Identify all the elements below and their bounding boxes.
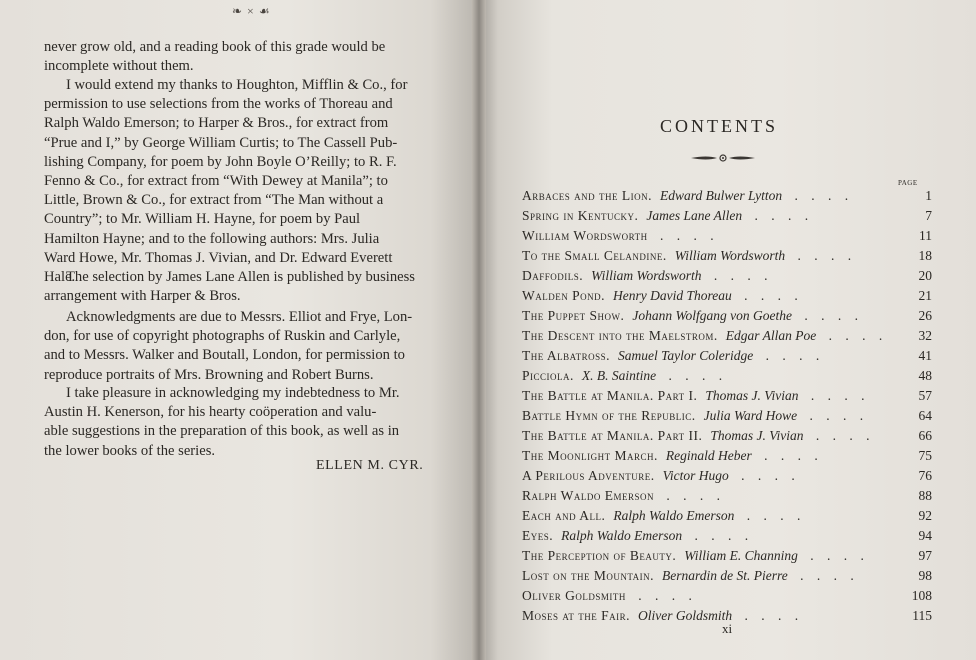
text-line: Acknowledgments are due to Messrs. Elliot and Frye, Lon-	[66, 309, 413, 325]
text-line: arrangement with Harper & Bros.	[44, 288, 241, 305]
toc-entry	[522, 466, 932, 486]
toc-entry-title: The Puppet Show.	[522, 308, 625, 323]
toc-entry-title: A Perilous Adventure.	[522, 468, 655, 483]
toc-entry-author: X. B. Saintine	[581, 368, 657, 383]
folio-number: xi	[722, 621, 733, 636]
dot-leader: . . . .	[746, 208, 814, 223]
dot-leader: . . . .	[686, 528, 754, 543]
toc-entry-title: William Wordsworth	[522, 228, 648, 243]
toc-entry-title: Arbaces and the Lion.	[522, 188, 652, 203]
toc-entry-author: Thomas J. Vivian	[705, 388, 799, 403]
dot-leader: . . . .	[796, 308, 863, 323]
toc-entry-author: James Lane Allen	[646, 208, 743, 223]
toc-entry-author: William E. Channing	[684, 548, 798, 563]
toc-entry-page: 92	[918, 508, 932, 523]
dot-leader: . . . .	[755, 448, 823, 463]
toc-entry-author: Edward Bulwer Lytton	[660, 188, 783, 203]
dot-leader: . . . .	[658, 488, 726, 503]
dot-leader: . . . .	[801, 548, 869, 563]
text-line: permission to use selections from the works of Thoreau and	[44, 96, 393, 113]
toc-entry	[522, 366, 932, 386]
dot-leader: . . . .	[786, 188, 854, 203]
preface-paragraph	[44, 38, 456, 76]
toc-entry	[522, 306, 932, 326]
text-line: “Prue and I,” by George William Curtis; to The Cassell Pub-	[44, 134, 398, 151]
toc-entry	[522, 266, 932, 286]
dot-leader: . . . .	[629, 588, 697, 603]
text-line: Ward Howe, Mr. Thomas J. Vivian, and Dr. Edward Everett	[44, 249, 393, 266]
toc-entry	[522, 326, 932, 346]
dot-leader: . . . .	[736, 608, 804, 623]
text-line: Ralph Waldo Emerson; to Harper & Bros., for extract from	[44, 115, 389, 132]
toc-entry-title: The Perception of Beauty.	[522, 548, 677, 563]
page-column-heading: PAGE	[898, 179, 918, 187]
toc-entry-page: 76	[918, 468, 932, 483]
toc-entry-title: Picciola.	[522, 368, 574, 383]
toc-entry-author: Oliver Goldsmith	[638, 608, 733, 623]
toc-entry-author: Victor Hugo	[662, 468, 729, 483]
text-line: lishing Company, for poem by John Boyle O’Reilly; to R. F.	[44, 153, 397, 170]
toc-entry	[522, 546, 932, 566]
text-line: able suggestions in the preparation of this book, as well as in	[44, 423, 400, 440]
toc-entry	[522, 346, 932, 366]
toc-entry-title: Moses at the Fair.	[522, 608, 631, 623]
toc-entry-author: Ralph Waldo Emerson	[561, 528, 683, 543]
toc-entry-title: The Battle at Manila. Part I.	[522, 388, 698, 403]
toc-entry-title: The Descent into the Maelstrom.	[522, 328, 718, 343]
dot-leader: . . . .	[791, 568, 859, 583]
toc-entry	[522, 506, 932, 526]
dot-leader: . . . .	[807, 428, 875, 443]
toc-entry	[522, 286, 932, 306]
toc-entry-title: Eyes.	[522, 528, 554, 543]
toc-entry-page: 88	[918, 488, 932, 503]
preface-paragraph	[44, 76, 456, 287]
text-line: Country”; to Mr. William H. Hayne, for poem by Paul	[44, 211, 361, 228]
dot-leader: . . . .	[789, 248, 857, 263]
preface-paragraph	[44, 308, 456, 385]
toc-entry-page: 18	[918, 248, 932, 263]
toc-entry-page: 98	[918, 568, 932, 583]
toc-entry	[522, 226, 932, 246]
toc-entry-title: Spring in Kentucky.	[522, 208, 639, 223]
toc-entry-author: Ralph Waldo Emerson	[613, 508, 735, 523]
toc-entry-page: 108	[911, 588, 932, 603]
toc-entry-page: 64	[918, 408, 932, 423]
toc-entry-page: 57	[918, 388, 932, 403]
toc-entry-title: Ralph Waldo Emerson	[522, 488, 655, 503]
text-line: The selection by James Lane Allen is published by business	[66, 269, 415, 285]
toc-entry-page: 7	[925, 208, 932, 223]
toc-entry-page: 11	[919, 228, 932, 243]
toc-entry-page: 94	[918, 528, 932, 543]
toc-entry-author: Edgar Allan Poe	[725, 328, 817, 343]
toc-entry	[522, 386, 932, 406]
toc-entry-page: 66	[918, 428, 932, 443]
dot-leader: . . . .	[802, 388, 870, 403]
toc-entry	[522, 446, 932, 466]
text-line: Little, Brown & Co., for extract from “The Man without a	[44, 192, 384, 209]
toc-entry	[522, 186, 932, 206]
toc-entry	[522, 486, 932, 506]
text-line: reproduce portraits of Mrs. Browning and Robert Burns.	[44, 366, 374, 383]
contents-ornament-icon	[689, 152, 757, 164]
header-ornament: ❧ × ☙	[232, 4, 271, 18]
toc-entry-title: Each and All.	[522, 508, 606, 523]
toc-entry-page: 1	[925, 188, 932, 203]
toc-entry-author: Julia Ward Howe	[703, 408, 798, 423]
signature: ELLEN M. CYR.	[316, 458, 424, 473]
dot-leader: . . . .	[820, 328, 888, 343]
toc-entry-page: 97	[918, 548, 932, 563]
text-line: Hale.	[44, 269, 76, 286]
toc-entry-title: The Moonlight March.	[522, 448, 658, 463]
preface-paragraph	[44, 268, 456, 306]
dot-leader: . . . .	[732, 468, 800, 483]
toc-entry-title: The Battle at Manila. Part II.	[522, 428, 703, 443]
toc-entry-title: Oliver Goldsmith	[522, 588, 626, 603]
dot-leader: . . . .	[660, 368, 728, 383]
preface-paragraph	[44, 384, 456, 461]
text-line: don, for use of copyright photographs of Ruskin and Carlyle,	[44, 328, 401, 345]
dot-leader: . . . .	[651, 228, 719, 243]
toc-entry-title: The Albatross.	[522, 348, 611, 363]
toc-entry-title: Daffodils.	[522, 268, 584, 283]
toc-entry	[522, 206, 932, 226]
toc-entry-author: William Wordsworth	[674, 248, 786, 263]
book-gutter	[472, 0, 486, 660]
toc-entry-page: 75	[918, 448, 932, 463]
toc-entry-title: Battle Hymn of the Republic.	[522, 408, 696, 423]
toc-entry	[522, 586, 932, 606]
toc-entry-page: 115	[912, 608, 932, 623]
toc-entry-title: To the Small Celandine.	[522, 248, 667, 263]
toc-entry-page: 20	[918, 268, 932, 283]
toc-entry-page: 26	[918, 308, 932, 323]
dot-leader: . . . .	[801, 408, 869, 423]
contents-title: CONTENTS	[660, 116, 778, 136]
toc-entry-author: Samuel Taylor Coleridge	[618, 348, 754, 363]
dot-leader: . . . .	[757, 348, 825, 363]
toc-entry-author: Johann Wolfgang von Goethe	[632, 308, 792, 323]
toc-entry	[522, 246, 932, 266]
text-line: and to Messrs. Walker and Boutall, London, for permission to	[44, 347, 405, 364]
toc-entry-title: Lost on the Mountain.	[522, 568, 655, 583]
toc-entry-page: 21	[918, 288, 932, 303]
toc-entry-page: 48	[918, 368, 932, 383]
toc-entry-author: Thomas J. Vivian	[710, 428, 804, 443]
text-line: Hamilton Hayne; and to the following authors: Mrs. Julia	[44, 230, 380, 247]
text-line: never grow old, and a reading book of this grade would be	[44, 39, 386, 55]
text-line: Austin H. Kenerson, for his hearty coöperation and valu-	[44, 404, 377, 421]
toc-entry	[522, 406, 932, 426]
text-line: incomplete without them.	[44, 58, 194, 75]
table-of-contents	[522, 186, 932, 626]
dot-leader: . . . .	[705, 268, 773, 283]
toc-entry	[522, 566, 932, 586]
text-line: I would extend my thanks to Houghton, Mifflin & Co., for	[66, 77, 408, 93]
text-line: I take pleasure in acknowledging my indebtedness to Mr.	[66, 385, 400, 401]
text-line: the lower books of the series.	[44, 442, 216, 459]
toc-entry-author: Reginald Heber	[665, 448, 752, 463]
toc-entry-page: 32	[918, 328, 932, 343]
toc-entry-author: Henry David Thoreau	[613, 288, 732, 303]
toc-entry	[522, 426, 932, 446]
text-line: Fenno & Co., for extract from “With Dewey at Manila”; to	[44, 173, 388, 190]
toc-entry	[522, 526, 932, 546]
toc-entry-author: Bernardin de St. Pierre	[662, 568, 788, 583]
toc-entry-page: 41	[918, 348, 932, 363]
dot-leader: . . . .	[735, 288, 803, 303]
toc-entry-author: William Wordsworth	[591, 268, 702, 283]
dot-leader: . . . .	[738, 508, 806, 523]
toc-entry-title: Walden Pond.	[522, 288, 605, 303]
